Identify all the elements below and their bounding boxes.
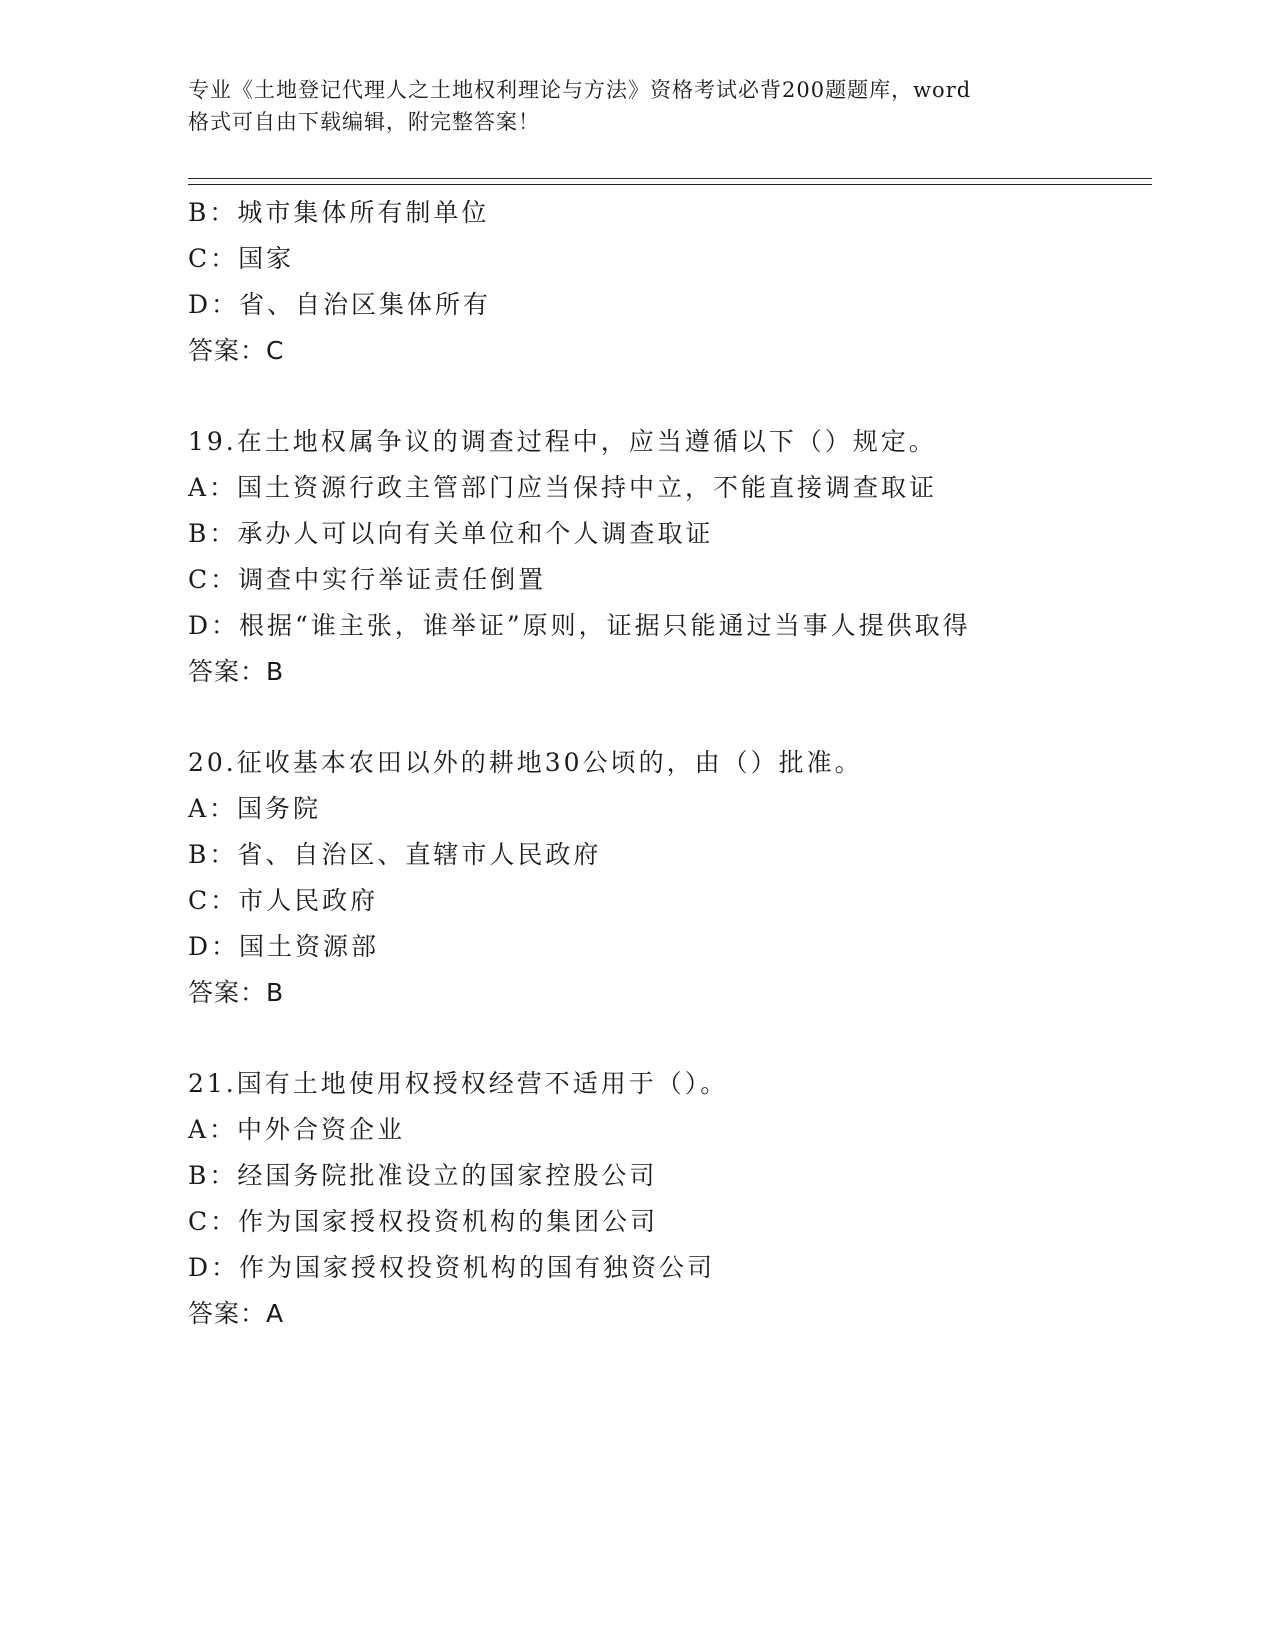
- spacer: [188, 1016, 1148, 1061]
- document-header: [188, 74, 1068, 138]
- option-c: C：调查中实行举证责任倒置: [188, 565, 547, 594]
- option-d: D：作为国家授权投资机构的国有独资公司: [188, 1253, 716, 1282]
- spacer: [188, 374, 1148, 419]
- question-stem: 20.征收基本农田以外的耕地30公顷的，由（）批准。: [188, 748, 863, 777]
- spacer: [188, 695, 1148, 740]
- question-list: [188, 190, 1148, 1337]
- question-21: [188, 1061, 1148, 1337]
- option-c: C：作为国家授权投资机构的集团公司: [188, 1207, 659, 1236]
- option-d: D：国土资源部: [188, 932, 380, 961]
- option-b: B：省、自治区、直辖市人民政府: [188, 840, 602, 869]
- header-divider-top: [188, 178, 1152, 179]
- question-20: [188, 740, 1148, 1016]
- answer: 答案：C: [188, 336, 285, 365]
- option-b: B：经国务院批准设立的国家控股公司: [188, 1161, 658, 1190]
- option-a: A：国土资源行政主管部门应当保持中立，不能直接调查取证: [188, 473, 938, 502]
- question-stem: 21.国有土地使用权授权经营不适用于（）。: [188, 1069, 729, 1098]
- option-b: B：承办人可以向有关单位和个人调查取证: [188, 519, 714, 548]
- option-d: D：省、自治区集体所有: [188, 290, 492, 319]
- answer: 答案：B: [188, 657, 285, 686]
- question-stem: 19.在土地权属争议的调查过程中，应当遵循以下（）规定。: [188, 427, 937, 456]
- header-line-2: 格式可自由下载编辑，附完整答案！: [188, 110, 540, 134]
- option-c: C：市人民政府: [188, 886, 379, 915]
- header-line-1: 专业《土地登记代理人之土地权利理论与方法》资格考试必背200题题库，word: [188, 78, 972, 102]
- question-19: [188, 419, 1148, 695]
- question-18-continued: [188, 190, 1148, 374]
- header-divider-bottom: [188, 184, 1152, 185]
- option-b: B：城市集体所有制单位: [188, 198, 490, 227]
- option-d: D：根据“谁主张，谁举证”原则，证据只能通过当事人提供取得: [188, 611, 971, 640]
- option-a: A：国务院: [188, 794, 322, 823]
- option-a: A：中外合资企业: [188, 1115, 406, 1144]
- answer: 答案：A: [188, 1299, 285, 1328]
- answer: 答案：B: [188, 978, 285, 1007]
- option-c: C：国家: [188, 244, 295, 273]
